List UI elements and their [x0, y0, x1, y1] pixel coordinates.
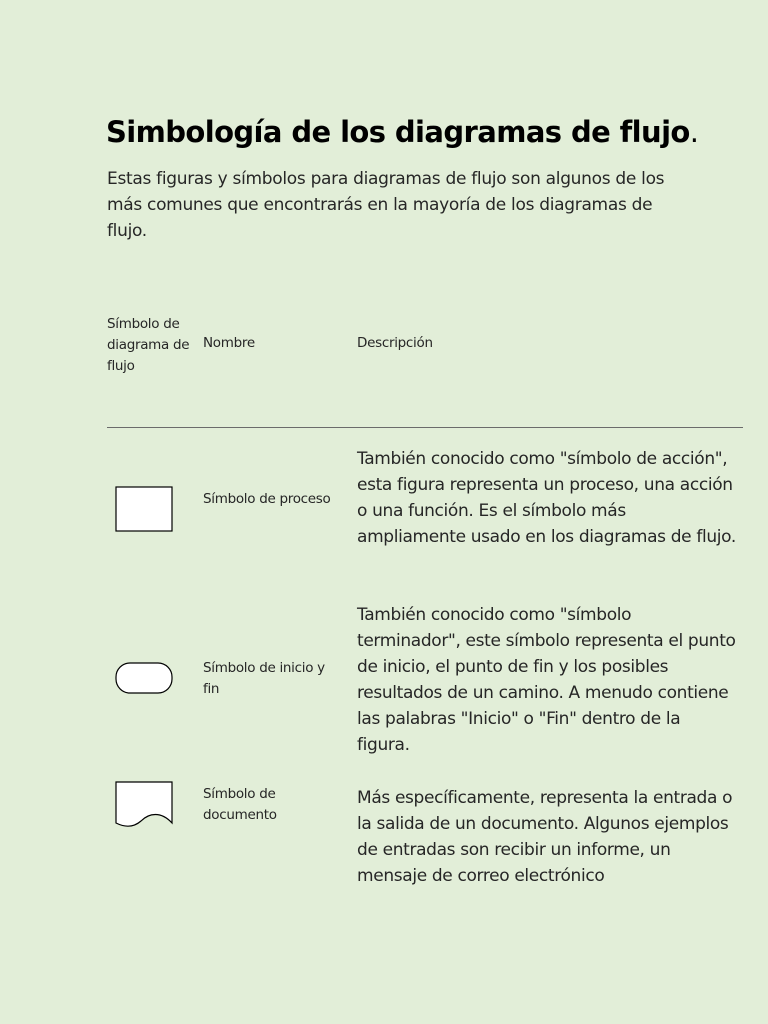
intro-paragraph: Estas figuras y símbolos para diagramas de flujo son algunos de los más comunes que encontrarás en la mayoría de los diagramas de flujo. [107, 169, 665, 241]
row-name-terminator: Símbolo de inicio y fin [203, 660, 325, 697]
document-wave-icon [115, 781, 173, 829]
header-divider [107, 427, 743, 428]
row-description-process: También conocido como "símbolo de acción", esta figura representa un proceso, una acción o una función. Es el símbolo más ampliamente usado en los diagramas de flujo. [357, 449, 736, 547]
header-name: Nombre [203, 335, 255, 351]
page-title-text: Simbología de los diagramas de flujo [106, 115, 690, 150]
row-name-document: Símbolo de documento [203, 786, 277, 823]
row-name-process: Símbolo de proceso [203, 491, 331, 507]
page-title-period: . [689, 115, 699, 150]
header-symbol: Símbolo de diagrama de flujo [107, 316, 190, 374]
process-rectangle-icon [115, 486, 173, 532]
header-description: Descripción [357, 335, 433, 351]
terminator-rounded-icon [115, 662, 173, 694]
page-title [106, 115, 698, 149]
row-description-terminator: También conocido como "símbolo terminador", este símbolo representa el punto de inicio, el punto de fin y los posibles resultados de un camino. A menudo contiene las palabras "Inicio" o "Fin" dentro de la figura. [357, 605, 736, 755]
row-description-document: Más específicamente, representa la entrada o la salida de un documento. Algunos ejemplos de entradas son recibir un informe, un mensaje de correo electrónico [357, 788, 733, 886]
